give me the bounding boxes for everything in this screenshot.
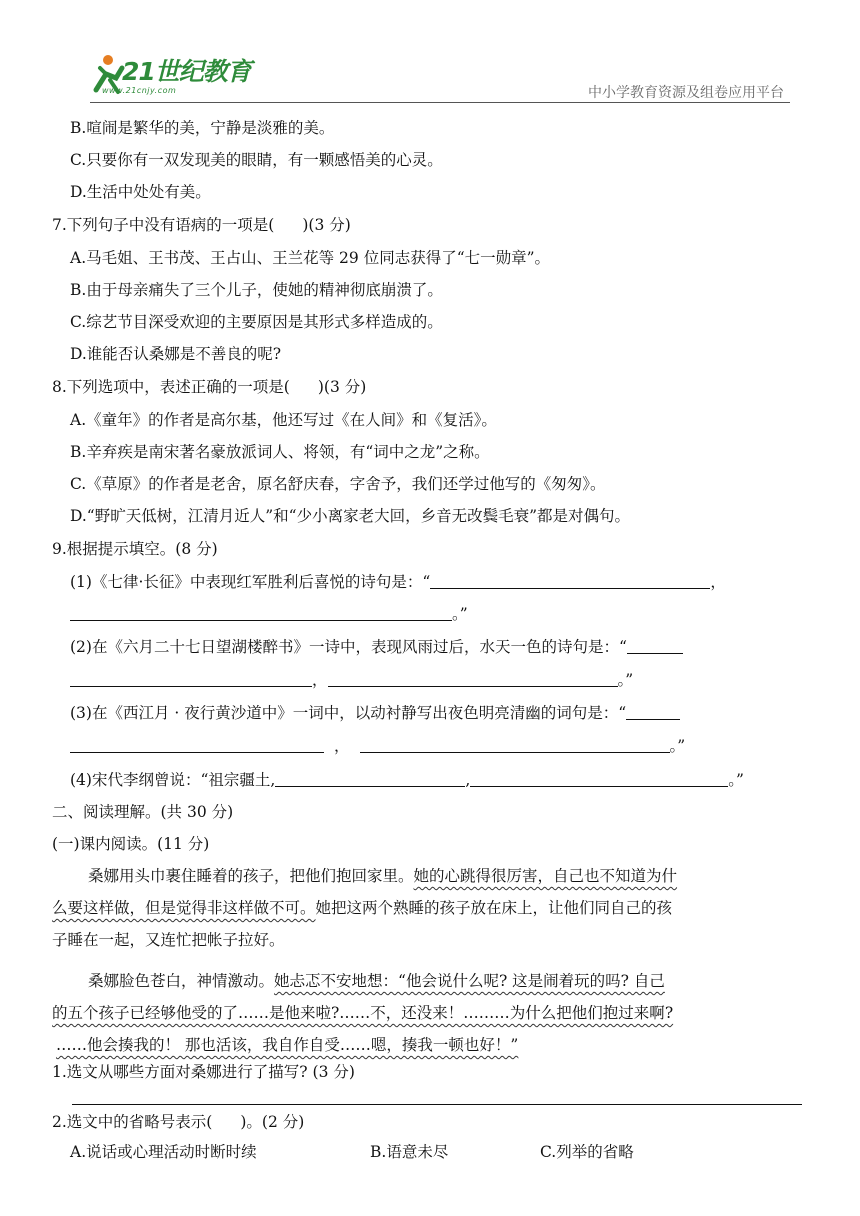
q9-part4-blank2[interactable] — [470, 770, 728, 787]
section2-subtitle: (一)课内阅读。(11 分) — [52, 835, 210, 853]
passage-p1-underlined-cont: 么要这样做，但是觉得非这样做不可。 — [52, 899, 316, 917]
header-divider — [90, 102, 790, 103]
q9-part1-comma: ， — [710, 573, 726, 591]
q9-part2-blank1[interactable] — [627, 637, 683, 654]
reading-q2-stem-b: )。(2 分) — [240, 1113, 305, 1131]
q9-part2-line1 — [70, 637, 683, 657]
passage-p2-underlined: 她忐忑不安地想：“他会说什么呢? 这是闹着玩的吗? 自己 — [274, 972, 665, 990]
q8-stem — [52, 377, 366, 397]
passage-p2-text: 桑娜脸色苍白，神情激动。 — [88, 972, 275, 990]
logo-url: www.21cnjy.com — [102, 86, 177, 95]
passage-p1-line1 — [88, 866, 677, 886]
passage-p1-line3: 子睡在一起，又连忙把帐子拉好。 — [52, 931, 285, 949]
q8-stem-b: )(3 分) — [317, 378, 367, 396]
q9-part1-prompt: (1)《七律·长征》中表现红军胜利后喜悦的诗句是：“ — [70, 573, 431, 591]
q9-part3-blank1[interactable] — [626, 703, 680, 720]
q8-option-a: A.《童年》的作者是高尔基，他还写过《在人间》和《复活》。 — [70, 411, 497, 429]
q9-part1-end: 。” — [452, 605, 468, 623]
passage-p1-line2 — [52, 898, 672, 918]
passage-p2-line1 — [88, 971, 665, 991]
q6-option-c: C.只要你有一双发现美的眼睛，有一颗感悟美的心灵。 — [70, 151, 443, 169]
q8-option-b: B.辛弃疾是南宋著名豪放派词人、将领，有“词中之龙”之称。 — [70, 443, 490, 461]
q7-stem-b: )(3 分) — [302, 216, 351, 234]
q9-part1-line2 — [70, 604, 468, 624]
passage-p2-underlined-end: ……他会揍我的！ 那也活该，我自作自受……嗯，揍我一顿也好！” — [56, 1036, 519, 1054]
q8-stem-a: 8.下列选项中，表述正确的一项是( — [52, 378, 290, 396]
q9-part4-comma: , — [465, 771, 471, 789]
q6-option-b: B.喧闹是繁华的美，宁静是淡雅的美。 — [70, 119, 335, 137]
passage-p1-underlined: 她的心跳得很厉害，自己也不知道为什 — [413, 867, 678, 885]
q9-part4-end: 。” — [728, 771, 744, 789]
q9-part3-blank2[interactable] — [360, 736, 670, 753]
q7-stem-a: 7.下列句子中没有语病的一项是( — [52, 216, 275, 234]
q9-part3-line2 — [70, 736, 685, 756]
reading-q1-answer-line[interactable] — [72, 1104, 802, 1105]
passage-p2-line3 — [56, 1035, 518, 1055]
q9-part3-line1 — [70, 703, 680, 723]
q9-part2-blank2[interactable] — [328, 670, 618, 687]
q9-part4-prompt: (4)宋代李纲曾说：“祖宗疆土, — [70, 771, 276, 789]
q9-part3-comma: ， — [334, 737, 350, 755]
page-header — [0, 0, 860, 104]
logo-text: 21世纪教育 — [122, 57, 251, 86]
q7-stem — [52, 215, 351, 235]
section2-title: 二、阅读理解。(共 30 分) — [52, 803, 234, 821]
q9-part2-comma: ， — [312, 671, 328, 689]
q9-part1-line1 — [70, 572, 726, 592]
q9-part4-line — [70, 770, 744, 790]
q6-option-d: D.生活中处处有美。 — [70, 183, 211, 201]
reading-q2-option-a: A.说话或心理活动时断时续 — [70, 1143, 257, 1161]
q9-part2-end: 。” — [617, 671, 634, 689]
reading-q2-option-b: B.语意未尽 — [370, 1143, 449, 1161]
platform-name: 中小学教育资源及组卷应用平台 — [588, 85, 784, 101]
q9-part1-blank2[interactable] — [70, 604, 452, 621]
q8-option-d: D.“野旷天低树，江清月近人”和“少小离家老大回，乡音无改鬓毛衰”都是对偶句。 — [70, 507, 631, 525]
reading-q2-stem-a: 2.选文中的省略号表示( — [52, 1113, 213, 1131]
q9-part3-end: 。” — [669, 737, 686, 755]
reading-q1-stem: 1.选文从哪些方面对桑娜进行了描写? (3 分) — [52, 1063, 355, 1081]
passage-p2-underlined-cont: 的五个孩子已经够他受的了……是他来啦?……不，还没来！………为什么把他们抱过来啊? — [52, 1004, 674, 1022]
q7-option-a: A.马毛姐、王书茂、王占山、王兰花等 29 位同志获得了“七一勋章”。 — [70, 249, 551, 267]
q8-option-c: C.《草原》的作者是老舍，原名舒庆春，字舍予，我们还学过他写的《匆匆》。 — [70, 475, 606, 493]
q7-option-b: B.由于母亲痛失了三个儿子，使她的精神彻底崩溃了。 — [70, 281, 443, 299]
q9-part2-line2 — [70, 670, 633, 690]
reading-q2-option-c: C.列举的省略 — [540, 1143, 634, 1161]
q9-part3-blank1-cont[interactable] — [70, 736, 324, 753]
q9-stem: 9.根据提示填空。(8 分) — [52, 540, 218, 558]
q9-part2-blank1-cont[interactable] — [70, 670, 312, 687]
q7-option-c: C.综艺节目深受欢迎的主要原因是其形式多样造成的。 — [70, 313, 443, 331]
q9-part2-prompt: (2)在《六月二十七日望湖楼醉书》一诗中，表现风雨过后，水天一色的诗句是：“ — [70, 638, 627, 656]
passage-p2-line2 — [52, 1003, 673, 1023]
passage-p1-text-cont: 她把这两个熟睡的孩子放在床上，让他们同自己的孩 — [315, 899, 673, 917]
q9-part4-blank1[interactable] — [275, 770, 465, 787]
passage-p1-text: 桑娜用头巾裹住睡着的孩子，把他们抱回家里。 — [88, 867, 414, 885]
q7-option-d: D.谁能否认桑娜是不善良的呢? — [70, 345, 282, 363]
q9-part3-prompt: (3)在《西江月 · 夜行黄沙道中》一词中，以动衬静写出夜色明亮清幽的词句是：“ — [70, 704, 627, 722]
reading-q2-stem — [52, 1112, 304, 1132]
q9-part1-blank1[interactable] — [430, 572, 710, 589]
